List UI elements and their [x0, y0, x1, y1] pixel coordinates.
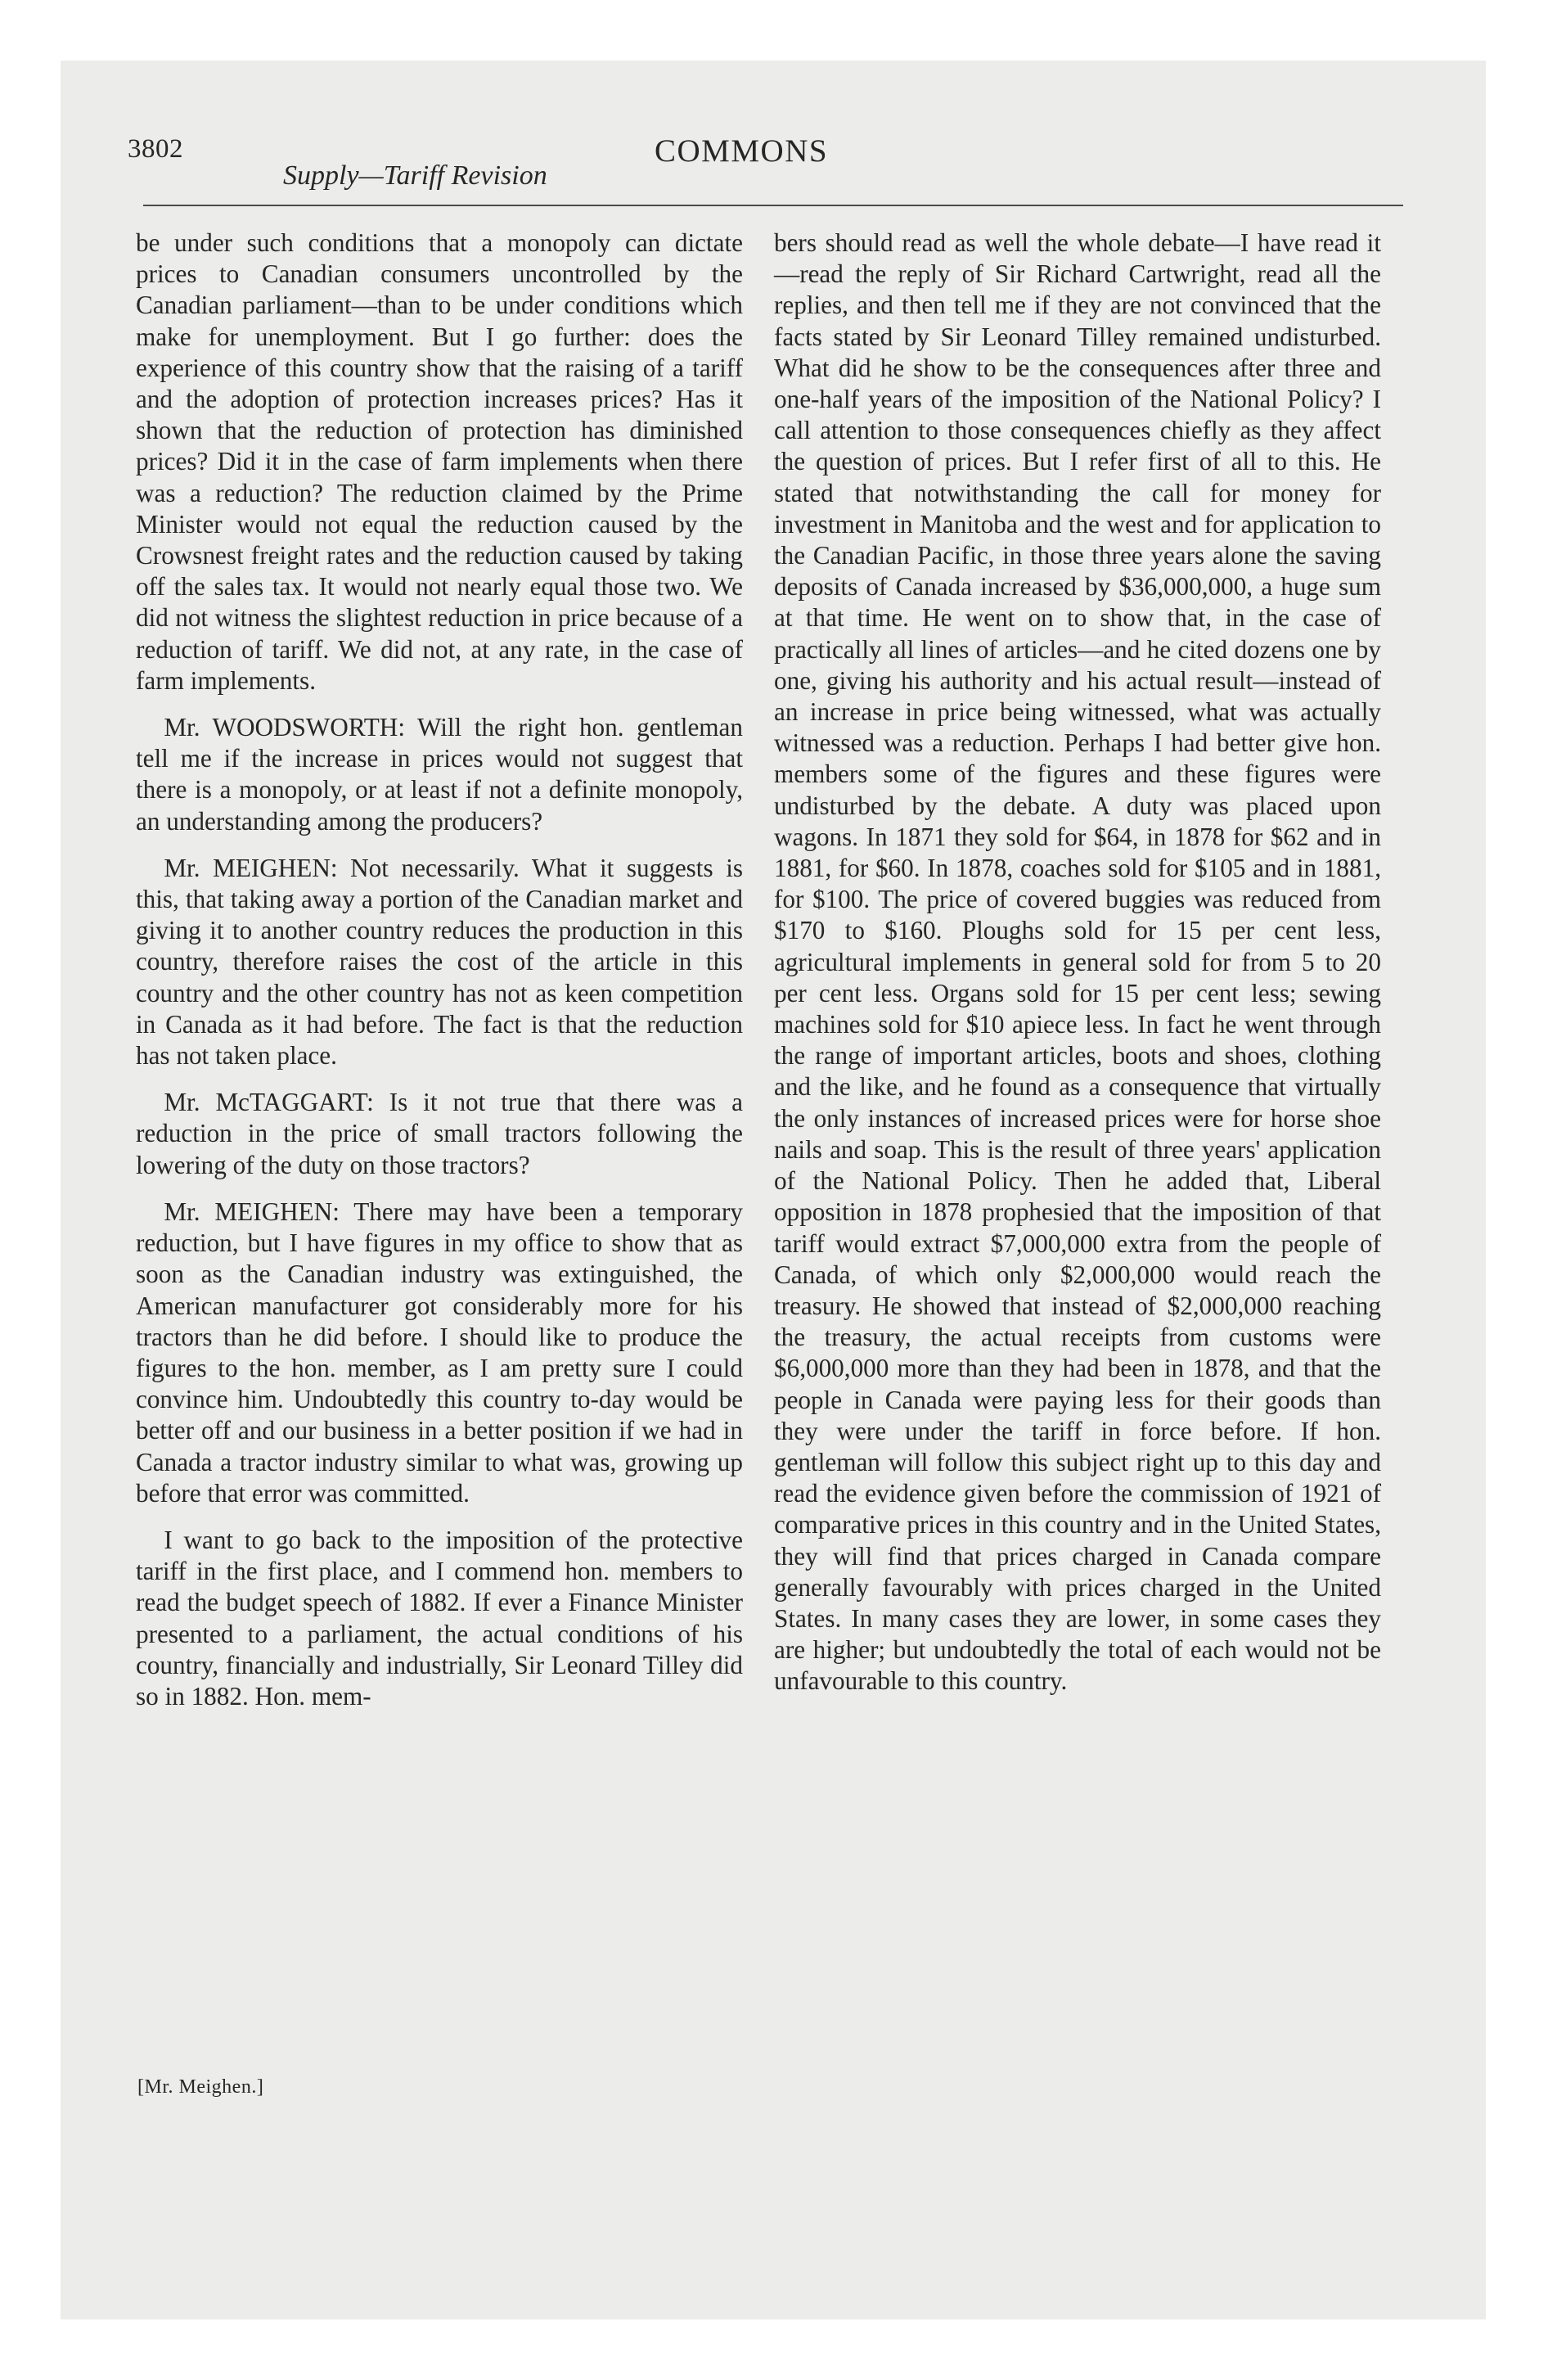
paragraph-meighen-tractors: Mr. MEIGHEN: There may have been a temporary reduction, but I have figures in my office to show that as soon as the Canadian industry was extinguished, the American manufacturer got considerably more for his tractors than he did before. I should like to produce the figures to the hon. member, as I am pretty sure I could convince him. Undoubtedly this country to-day would be better off and our business in a better position if we had in Canada a tractor industry similar to what was, growing up before that error was committed.: [136, 1197, 743, 1508]
paragraph-woodsworth-question: Mr. WOODSWORTH: Will the right hon. gentleman tell me if the increase in prices would not suggest that there is a monopoly, or at least if not a definite monopoly, an understanding among the producers?: [136, 713, 743, 836]
section-title: Supply—Tariff Revision: [283, 160, 547, 191]
paragraph-mctaggart-question: Mr. McTAGGART: Is it not true that there was a reduction in the price of small tractors following the lowering of the duty on those tractors?: [136, 1088, 743, 1179]
left-column: [136, 228, 743, 1728]
speaker-attribution: [Mr. Meighen.]: [137, 2076, 264, 2098]
paragraph-protective-tariff: I want to go back to the imposition of the protective tariff in the first place, and I commend hon. members to read the budget speech of 1882. If ever a Finance Minister presented to a parliament, the actual conditions of his country, financially and industrially, Sir Leonard Tilley did so in 1882. Hon. mem-: [136, 1525, 743, 1711]
paragraph-meighen-reply: Mr. MEIGHEN: Not necessarily. What it suggests is this, that taking away a portion of the Canadian market and giving it to another country reduces the production in this country, therefore raises the cost of the article in this country and the other country has not as keen competition in Canada as it had before. The fact is that the reduction has not taken place.: [136, 853, 743, 1071]
page-header: [0, 0, 1548, 213]
page-number: 3802: [128, 134, 183, 164]
header-rule: [143, 205, 1403, 206]
right-column: [774, 228, 1381, 1713]
chamber-title: COMMONS: [655, 133, 829, 169]
paragraph-continuation: be under such conditions that a monopoly can dictate prices to Canadian consumers uncontrolled by the Canadian parliament—than to be under conditions which make for unemployment. But I go further: does the experience of this country show that the raising of a tariff and the adoption of protection increases prices? Has it shown that the reduction of protection has diminished prices? Did it in the case of farm implements when there was a reduction? The reduction claimed by the Prime Minister would not equal the reduction caused by the Crowsnest freight rates and the reduction caused by taking off the sales tax. It would not nearly equal those two. We did not witness the slightest reduction in price because of a reduction of tariff. We did not, at any rate, in the case of farm implements.: [136, 228, 743, 695]
paragraph-national-policy: bers should read as well the whole debate—I have read it—read the reply of Sir Richard Cartwright, read all the replies, and then tell me if they are not convinced that the facts stated by Sir Leonard Tilley remained undisturbed. What did he show to be the consequences after three and one-half years of the imposition of the National Policy? I call attention to those consequences chiefly as they affect the question of prices. But I refer first of all to this. He stated that notwithstanding the call for money for investment in Manitoba and the west and for application to the Canadian Pacific, in those three years alone the saving deposits of Canada increased by $36,000,000, a huge sum at that time. He went on to show that, in the case of practically all lines of articles—and he cited dozens one by one, giving his authority and his actual result—instead of an increase in price being witnessed, what was actually witnessed was a reduction. Perhaps I had better give hon. members some of the figures and these figures were undisturbed by the debate. A duty was placed upon wagons. In 1871 they sold for $64, in 1878 for $62 and in 1881, for $60. In 1878, coaches sold for $105 and in 1881, for $100. The price of covered buggies was reduced from $170 to $160. Ploughs sold for 15 per cent less, agricultural implements in general sold for from 5 to 20 per cent less. Organs sold for 15 per cent less; sewing machines sold for $10 apiece less. In fact he went through the range of important articles, boots and shoes, clothing and the like, and he found as a consequence that virtually the only instances of increased prices were for horse shoe nails and soap. This is the result of three years' application of the National Policy. Then he added that, Liberal opposition in 1878 prophesied that the imposition of that tariff would extract $7,000,000 extra from the people of Canada, of which only $2,000,000 would reach the treasury. He showed that instead of $2,000,000 reaching the treasury, the actual receipts from customs were $6,000,000 more than they had been in 1878, and that the people in Canada were paying less for their goods than they were under the tariff in force before. If hon. gentleman will follow this subject right up to this day and read the evidence given before the commission of 1921 of comparative prices in this country and in the United States, they will find that prices charged in Canada compare generally favourably with prices charged in the United States. In many cases they are lower, in some cases they are higher; but undoubtedly the total of each would not be unfavourable to this country.: [774, 228, 1381, 1696]
